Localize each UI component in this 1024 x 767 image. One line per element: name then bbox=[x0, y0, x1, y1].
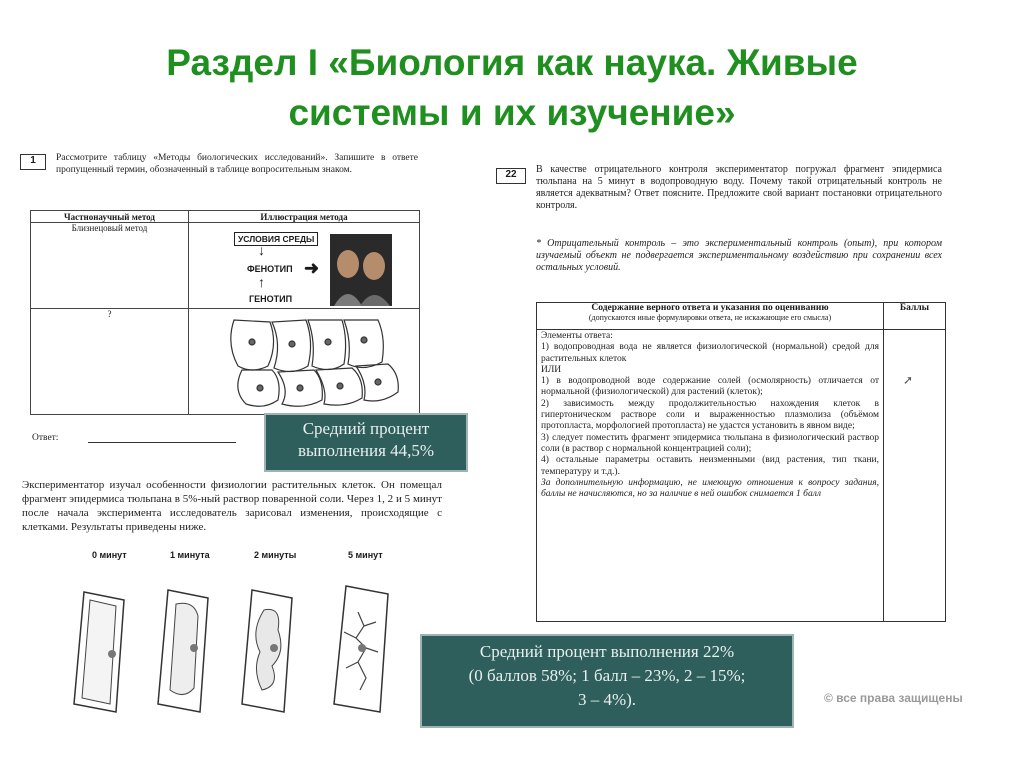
grading-line: 1) в водопроводной воде содержание солей (осмолярность) отличается от нормальной (физиологической) для растений (клеток); bbox=[541, 376, 879, 398]
average-percent-box-2 bbox=[420, 634, 794, 728]
twins-photo bbox=[330, 234, 392, 306]
grading-header-points: Баллы bbox=[884, 303, 945, 330]
grading-line: 1) водопроводная вода не является физиологической (нормальной) средой для растительных клеток bbox=[541, 342, 879, 364]
methods-row2-method: ? bbox=[31, 309, 189, 415]
cell-label-5min: 5 минут bbox=[348, 550, 383, 560]
box-environment: УСЛОВИЯ СРЕДЫ bbox=[234, 232, 318, 246]
cell-drawing-0min bbox=[70, 588, 128, 716]
slide-title-line1: Раздел I «Биология как наука. Живые bbox=[166, 42, 858, 83]
grading-line: За дополнительную информацию, не имеющую отношения к вопросу задания, баллы не начисляются, но за наличие в ней ошибок снимается 1 балл bbox=[541, 477, 879, 500]
grading-table bbox=[536, 302, 946, 622]
grading-header-content bbox=[537, 303, 884, 330]
question-22-text: В качестве отрицательного контроля экспериментатор погружал фрагмент эпидермиса тюльпана на 5 минут в водопроводную воду. Почему такой отрицательный контроль не является адекватным? Ответ поясните. Предложите свой вариант постановки отрицательного контроля. bbox=[536, 164, 942, 211]
grading-line: 4) остальные параметры оставить неизменными (вид растения, тип ткани, температуру и т.д.). bbox=[541, 455, 879, 477]
grading-header-title: Содержание верного ответа и указания по оцениванию bbox=[591, 303, 829, 313]
question-number-1: 1 bbox=[20, 154, 46, 170]
average-percent-1-line1: Средний процент bbox=[302, 419, 430, 438]
average-percent-2-line1: Средний процент выполнения 22% bbox=[479, 642, 735, 661]
average-percent-2-line2: (0 баллов 58%; 1 балл – 23%, 2 – 15%; bbox=[468, 666, 746, 685]
epidermis-cells-drawing bbox=[212, 314, 412, 412]
cursor-icon: ➚ bbox=[903, 373, 914, 387]
average-percent-box-1 bbox=[264, 413, 468, 472]
grading-line: Элементы ответа: bbox=[541, 331, 613, 341]
copyright-watermark: © все права защищены bbox=[824, 691, 963, 705]
negative-control-note: * Отрицательный контроль – это экспериментальный контроль (опыт), при котором изучаемый объект не подвергается экспериментальному воздействию при сохранении всех остальных условий. bbox=[536, 238, 942, 273]
cell-label-0min: 0 минут bbox=[92, 550, 127, 560]
answer-label: Ответ: bbox=[32, 433, 59, 443]
grading-line: 3) следует поместить фрагмент эпидермиса тюльпана в физиологический раствор соли (в раствор с нормальной концентрацией соли); bbox=[541, 432, 879, 454]
slide-title bbox=[0, 38, 1024, 138]
question-number-22: 22 bbox=[496, 168, 526, 184]
question-1-text: Рассмотрите таблицу «Методы биологических исследований». Запишите в ответе пропущенный термин, обозначенный в таблице вопросительным знаком. bbox=[56, 153, 418, 175]
methods-col-header-2: Иллюстрация метода bbox=[188, 211, 419, 223]
grading-content bbox=[541, 331, 879, 500]
methods-col-header-1: Частнонаучный метод bbox=[31, 211, 189, 223]
label-genotype: ГЕНОТИП bbox=[249, 294, 293, 304]
cell-drawing-5min bbox=[330, 582, 392, 716]
methods-row1-method: Близнецовый метод bbox=[31, 223, 189, 309]
cell-drawing-1min bbox=[154, 586, 212, 716]
label-phenotype: ФЕНОТИП bbox=[247, 264, 293, 274]
grading-line: ИЛИ bbox=[541, 364, 562, 375]
scanned-page bbox=[12, 148, 1016, 726]
answer-line bbox=[88, 442, 236, 443]
average-percent-1-line2: выполнения 44,5% bbox=[297, 441, 435, 460]
arrow-up-icon: ↑ bbox=[258, 276, 265, 291]
cell-drawing-2min bbox=[238, 586, 296, 716]
arrow-down-icon: ↓ bbox=[258, 244, 265, 259]
arrow-right-icon: ➜ bbox=[304, 258, 320, 278]
experiment-text: Экспериментатор изучал особенности физиологии растительных клеток. Он помещал фрагмент эпидермиса тюльпана в 5%-ный раствор поваренной соли. Через 1, 2 и 5 минут после начала эксперимента исследователь зарисовал изменения, происходящие с клетками. Результаты приведены ниже. bbox=[22, 479, 442, 533]
slide-title-line2: системы и их изучение» bbox=[288, 92, 736, 133]
grading-line: 2) зависимость между продолжительностью нахождения клеток в гипертоническом растворе соли и выраженностью плазмолиза (объёмом протопласта, морфологией протопласта) не удастся установить в явном виде; bbox=[541, 398, 879, 432]
grading-header-subtitle: (допускаются иные формулировки ответа, не искажающие его смысла) bbox=[588, 313, 832, 322]
cell-label-1min: 1 минута bbox=[170, 550, 210, 560]
cell-label-2min: 2 минуты bbox=[254, 550, 297, 560]
average-percent-2-line3: 3 – 4%). bbox=[577, 690, 637, 709]
grading-column-divider bbox=[883, 329, 884, 621]
